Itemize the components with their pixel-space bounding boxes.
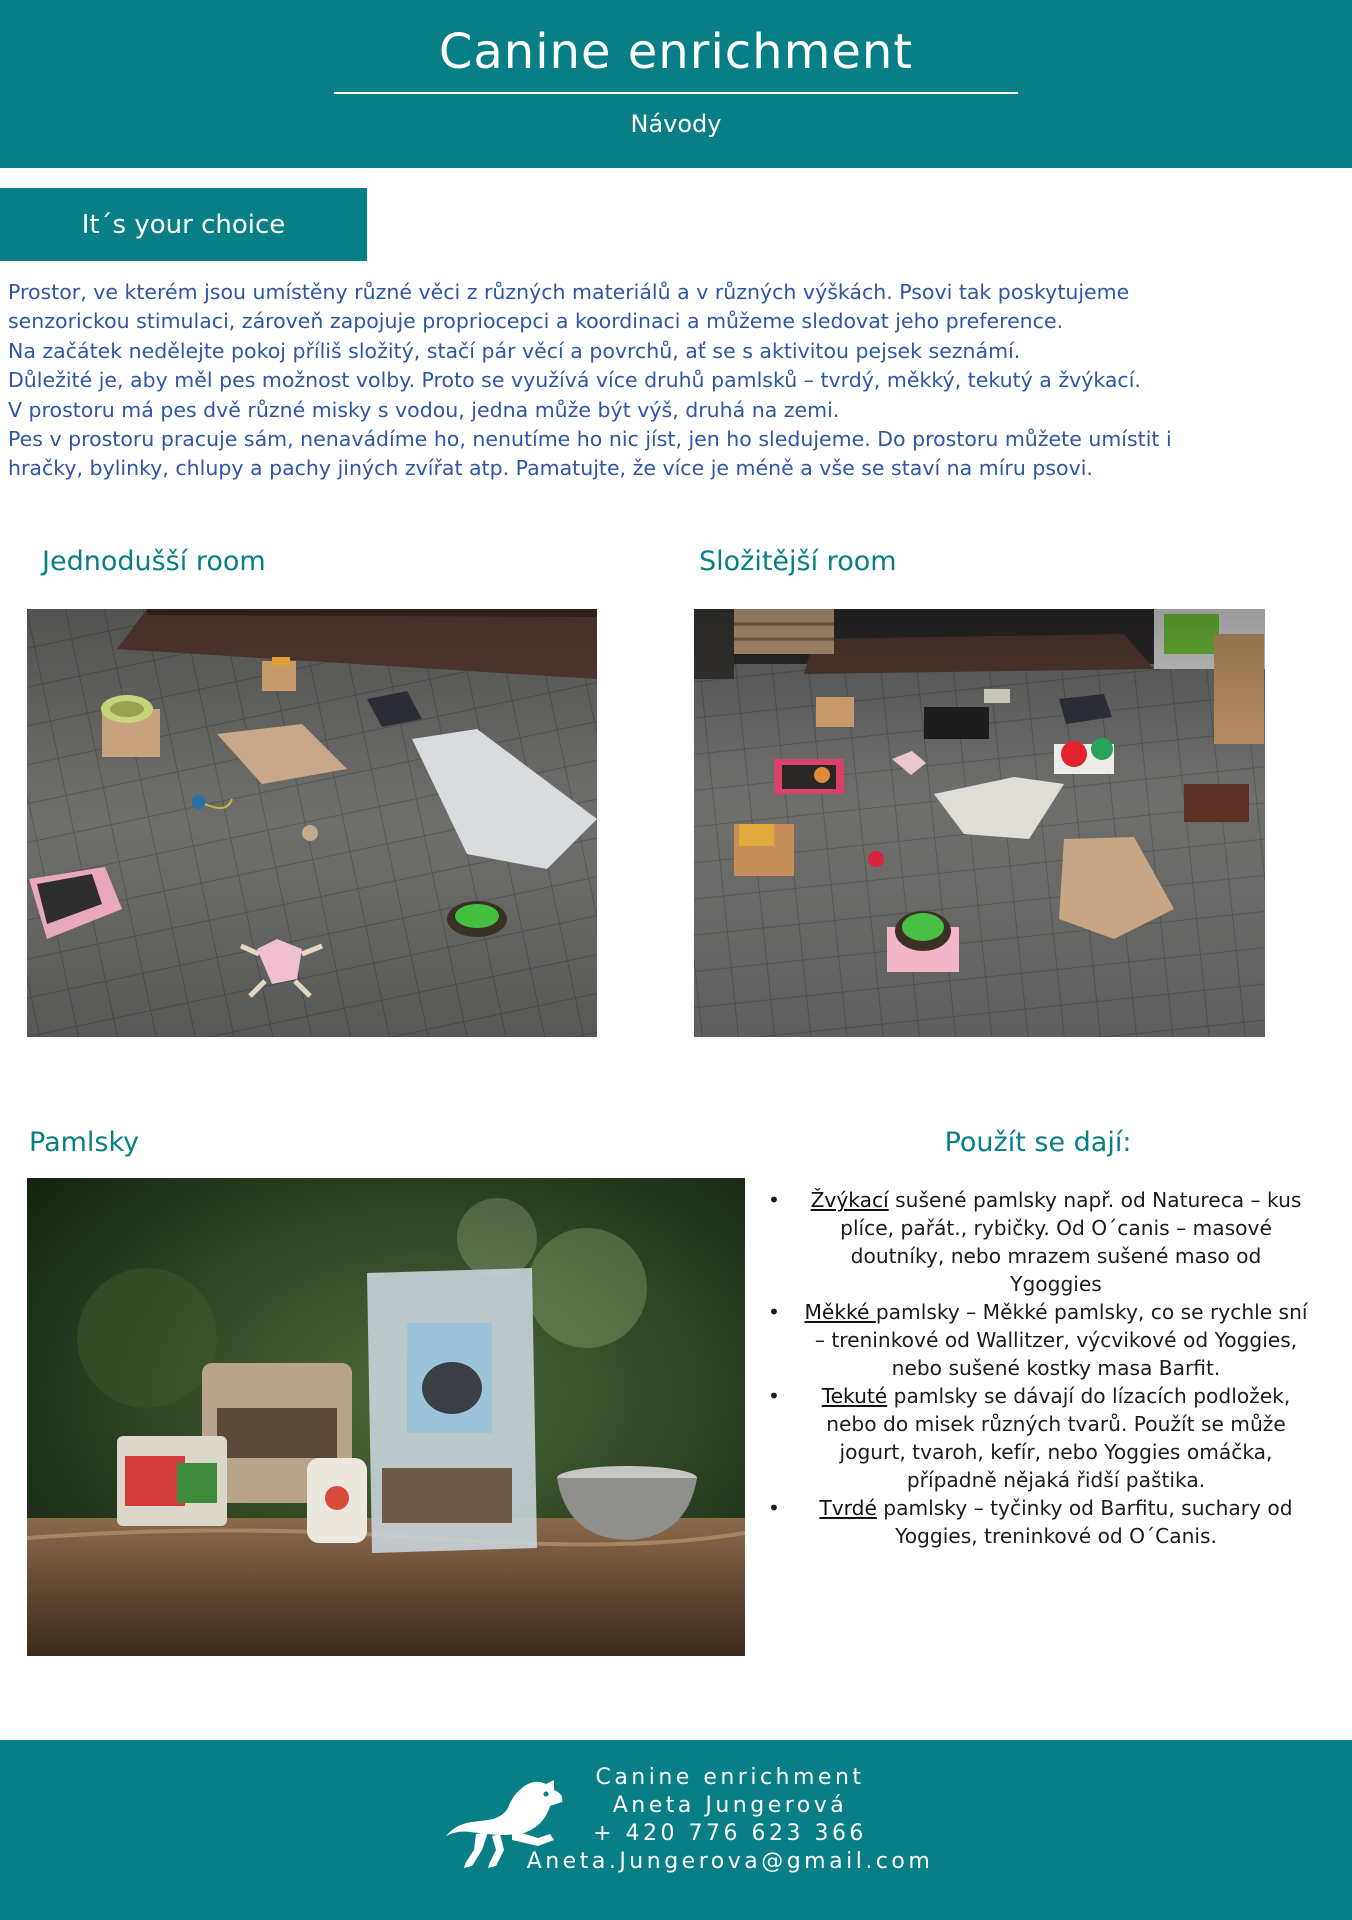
treat-desc-line: doutníky, nebo mrazem sušené maso od	[850, 1244, 1262, 1268]
intro-line: Pes v prostoru pracuje sám, nenavádíme ho, nenutíme ho nic jíst, jen ho sledujeme. Do prostoru můžete umístit i	[8, 427, 1172, 452]
intro-text	[8, 278, 1338, 484]
simple-room-photo	[27, 609, 597, 1037]
footer-contact	[520, 1764, 940, 1876]
bullet-icon: •	[768, 1496, 780, 1520]
treat-desc-line: – treninkové od Wallitzer, výcvikové od Yoggies,	[814, 1328, 1298, 1352]
simple-room-title: Jednodušší room	[42, 546, 266, 577]
intro-line: hračky, bylinky, chlupy a pachy jiných zvířat atp. Pamatujte, že více je méně a vše se staví na míru psovi.	[8, 456, 1093, 481]
treat-term: Tekuté	[821, 1384, 888, 1408]
treats-photo	[27, 1178, 745, 1656]
intro-line: Důležité je, aby měl pes možnost volby. Proto se využívá více druhů pamlsků – tvrdý, měkký, tekutý a žvýkací.	[8, 368, 1141, 393]
title-divider	[334, 92, 1018, 94]
list-item	[760, 1298, 1316, 1382]
footer-name: Aneta Jungerová	[612, 1793, 848, 1818]
treat-desc-line: pamlsky – tyčinky od Barfitu, suchary od	[876, 1496, 1293, 1520]
treat-desc-line: nebo do misek různých tvarů. Použít se může	[826, 1412, 1286, 1436]
bullet-icon: •	[768, 1384, 780, 1408]
section-tab	[0, 188, 367, 261]
treat-desc-line: jogurt, tvaroh, kefír, nebo Yoggies omáčka,	[839, 1440, 1273, 1464]
page-title: Canine enrichment	[438, 24, 914, 80]
treat-desc-line: Ygoggies	[1010, 1272, 1102, 1296]
treat-term: Měkké	[804, 1300, 876, 1324]
intro-line: V prostoru má pes dvě různé misky s vodou, jedna může být výš, druhá na zemi.	[8, 397, 840, 422]
footer-email: Aneta.Jungerova@gmail.com	[526, 1849, 934, 1874]
treat-desc-line: sušené pamlsky např. od Natureca – kus	[888, 1188, 1302, 1212]
intro-line: Na začátek nedělejte pokoj příliš složitý, stačí pár věcí a povrchů, ať se s aktivitou pejsek seznámí.	[8, 338, 1021, 363]
usage-title: Použít se dají:	[944, 1127, 1132, 1158]
footer-phone: + 420 776 623 366	[593, 1821, 867, 1846]
usage-list	[760, 1186, 1316, 1550]
treat-desc-line: pamlsky – Měkké pamlsky, co se rychle sní	[875, 1300, 1308, 1324]
page-subtitle: Návody	[630, 110, 722, 138]
page-header	[0, 0, 1352, 168]
intro-line: senzorickou stimulaci, zároveň zapojuje propriocepci a koordinaci a můžeme sledovat jeho preference.	[8, 309, 1064, 334]
complex-room-title: Složitější room	[699, 546, 897, 577]
treats-title: Pamlsky	[29, 1127, 140, 1158]
footer-brand: Canine enrichment	[595, 1765, 865, 1790]
list-item	[760, 1494, 1316, 1550]
bullet-icon: •	[768, 1188, 780, 1212]
treat-desc-line: nebo sušené kostky masa Barfit.	[891, 1356, 1221, 1380]
treat-term: Žvýkací	[810, 1188, 889, 1212]
treat-desc-line: plíce, pařát., rybičky. Od O´canis – masové	[840, 1216, 1272, 1240]
treat-desc-line: Yoggies, treninkové od O´Canis.	[895, 1524, 1217, 1548]
treat-desc-line: případně nějaká řidší paštika.	[906, 1468, 1206, 1492]
treat-term: Tvrdé	[819, 1496, 877, 1520]
treat-desc-line: pamlsky se dávají do lízacích podložek,	[887, 1384, 1291, 1408]
list-item	[760, 1382, 1316, 1494]
page-footer	[0, 1740, 1352, 1920]
list-item	[760, 1186, 1316, 1298]
complex-room-photo	[694, 609, 1265, 1037]
bullet-icon: •	[768, 1300, 780, 1324]
intro-line: Prostor, ve kterém jsou umístěny různé věci z různých materiálů a v různých výškách. Psovi tak poskytujeme	[8, 280, 1130, 304]
section-tab-label: It´s your choice	[81, 209, 286, 240]
